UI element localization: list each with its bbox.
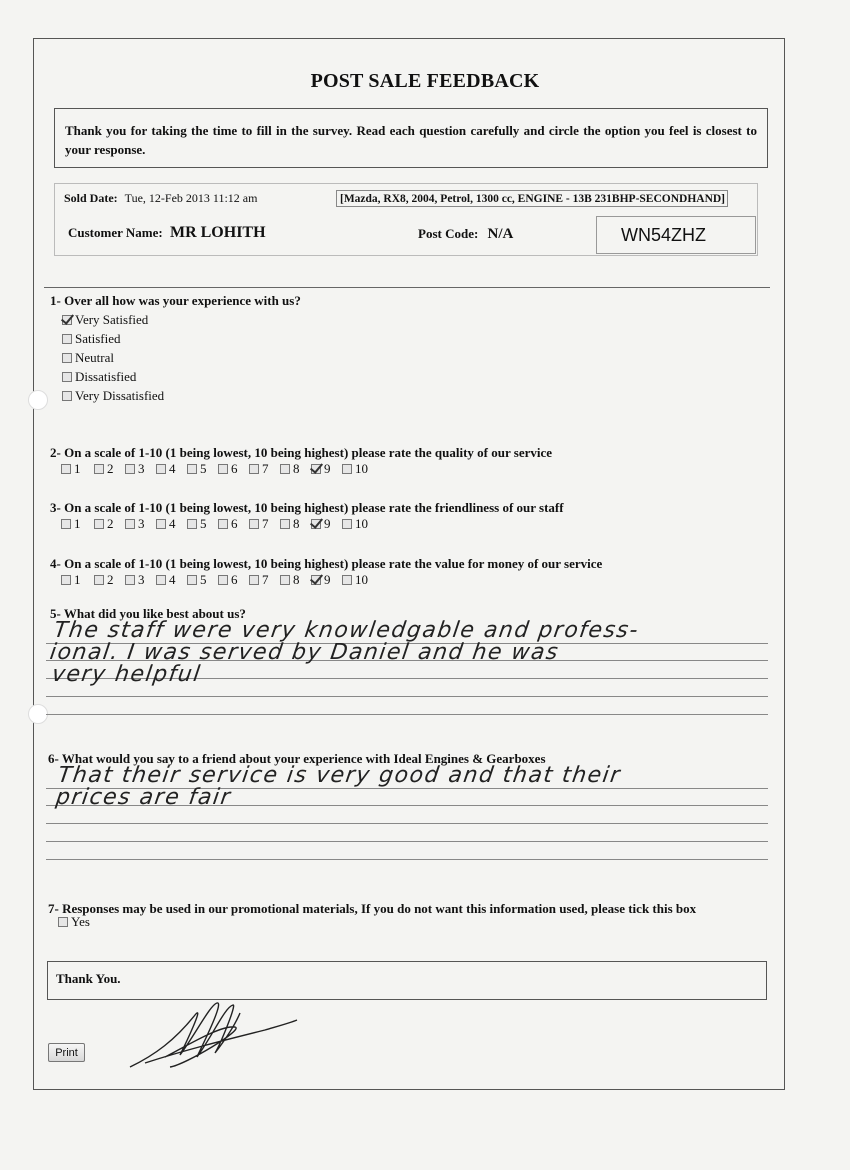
q4-option[interactable] <box>94 572 125 588</box>
option-label: 3 <box>138 461 145 476</box>
question-4: 4- On a scale of 1-10 (1 being lowest, 10 being highest) please rate the value for money of our service <box>50 556 603 571</box>
checkbox[interactable] <box>342 519 352 529</box>
handwritten-answer: ional. I was served by Daniel and he was <box>48 640 561 665</box>
option-label: 7 <box>262 461 269 476</box>
q2-option[interactable] <box>311 461 342 477</box>
handwritten-answer: very helpful <box>50 662 203 687</box>
answer-line <box>46 841 768 842</box>
q2-option[interactable] <box>218 461 249 477</box>
option-label: 4 <box>169 461 176 476</box>
option-label: 2 <box>107 572 114 587</box>
handwritten-answer: That their service is very good and that their <box>56 763 623 788</box>
q1-options <box>62 310 164 405</box>
checkbox[interactable] <box>280 464 290 474</box>
q4-option[interactable] <box>249 572 280 588</box>
customer-name <box>68 224 266 242</box>
question-7: 7- Responses may be used in our promotional materials, If you do not want this information used, please tick this box <box>48 901 697 916</box>
option-label: 6 <box>231 572 238 587</box>
checkbox[interactable] <box>218 519 228 529</box>
sold-date <box>64 191 257 206</box>
q2-option[interactable] <box>156 461 187 477</box>
q1-option-very-satisfied[interactable] <box>62 310 164 329</box>
divider <box>44 287 770 288</box>
checkbox[interactable] <box>125 519 135 529</box>
checkbox[interactable] <box>156 575 166 585</box>
option-label: 1 <box>74 572 81 587</box>
customer-name-value: MR LOHITH <box>169 224 266 241</box>
checkbox[interactable] <box>311 575 321 585</box>
vehicle-details: [Mazda, RX8, 2004, Petrol, 1300 cc, ENGINE - 13B 231BHP-SECONDHAND] <box>336 190 728 207</box>
option-label: 10 <box>355 461 368 476</box>
q3-option[interactable] <box>61 516 94 532</box>
checkbox[interactable] <box>280 519 290 529</box>
intro-text: Thank you for taking the time to fill in the survey. Read each question carefully and circle the option you feel is closest to your response. <box>54 108 768 168</box>
signature <box>125 995 305 1075</box>
option-label: 10 <box>355 516 368 531</box>
option-label: 9 <box>324 572 331 587</box>
q1-option-very-dissatisfied[interactable] <box>62 386 164 405</box>
q3-option[interactable] <box>218 516 249 532</box>
option-label: Yes <box>71 913 90 929</box>
option-label: 6 <box>231 461 238 476</box>
thank-you-box: Thank You. <box>47 961 767 1000</box>
option-label: 1 <box>74 461 81 476</box>
post-code <box>418 226 513 243</box>
checkbox[interactable] <box>311 519 321 529</box>
q7-option-yes[interactable] <box>58 912 90 931</box>
checkbox[interactable] <box>61 519 71 529</box>
checkbox[interactable] <box>125 575 135 585</box>
checkbox[interactable] <box>249 519 259 529</box>
q4-option[interactable] <box>218 572 249 588</box>
q3-scale <box>61 516 373 532</box>
question-5: 5- What did you like best about us? <box>50 606 246 621</box>
option-label: Very Satisfied <box>75 311 149 327</box>
answer-line <box>46 696 768 697</box>
checkbox[interactable] <box>187 464 197 474</box>
q2-option[interactable] <box>125 461 156 477</box>
handwritten-answer: prices are fair <box>54 785 233 810</box>
punch-hole <box>28 704 48 724</box>
q4-option[interactable] <box>61 572 94 588</box>
q1-option-satisfied[interactable] <box>62 329 164 348</box>
checkbox[interactable] <box>61 575 71 585</box>
option-label: 2 <box>107 461 114 476</box>
q4-option[interactable] <box>156 572 187 588</box>
q2-option[interactable] <box>61 461 94 477</box>
checkbox[interactable] <box>62 353 72 363</box>
q4-option[interactable] <box>342 572 373 588</box>
option-label: 5 <box>200 461 207 476</box>
option-label: 8 <box>293 516 300 531</box>
sold-date-label: Sold Date: <box>64 191 118 205</box>
q4-option[interactable] <box>125 572 156 588</box>
option-label: Neutral <box>75 349 114 365</box>
punch-hole <box>28 390 48 410</box>
handwritten-answer: The staff were very knowledgable and profess- <box>52 618 641 643</box>
post-code-value: N/A <box>487 226 514 242</box>
checkbox[interactable] <box>94 575 104 585</box>
answer-line <box>46 859 768 860</box>
post-code-label: Post Code: <box>418 226 479 241</box>
checkbox[interactable] <box>94 464 104 474</box>
checkbox[interactable] <box>187 519 197 529</box>
checkbox-checked[interactable] <box>62 315 72 325</box>
q3-option[interactable] <box>311 516 342 532</box>
checkbox[interactable] <box>218 575 228 585</box>
q4-scale <box>61 572 373 588</box>
q1-option-neutral[interactable] <box>62 348 164 367</box>
checkbox[interactable] <box>187 575 197 585</box>
q3-option[interactable] <box>342 516 373 532</box>
question-2: 2- On a scale of 1-10 (1 being lowest, 10 being highest) please rate the quality of our service <box>50 445 553 460</box>
option-label: 6 <box>231 516 238 531</box>
q4-option[interactable] <box>187 572 218 588</box>
q2-option[interactable] <box>249 461 280 477</box>
sold-date-value: Tue, 12-Feb 2013 11:12 am <box>124 191 258 205</box>
option-label: 5 <box>200 572 207 587</box>
question-6: 6- What would you say to a friend about your experience with Ideal Engines & Gearboxes <box>48 751 546 766</box>
option-label: Dissatisfied <box>75 368 137 384</box>
checkbox[interactable] <box>94 519 104 529</box>
option-label: 2 <box>107 516 114 531</box>
option-label: 7 <box>262 516 269 531</box>
q4-option[interactable] <box>280 572 311 588</box>
q2-option[interactable] <box>280 461 311 477</box>
checkbox[interactable] <box>249 575 259 585</box>
q4-option[interactable] <box>311 572 342 588</box>
option-label: 5 <box>200 516 207 531</box>
registration-field[interactable]: WN54ZHZ <box>596 216 756 254</box>
q1-option-dissatisfied[interactable] <box>62 367 164 386</box>
checkbox[interactable] <box>342 575 352 585</box>
option-label: 9 <box>324 461 331 476</box>
checkbox[interactable] <box>156 464 166 474</box>
q3-option[interactable] <box>125 516 156 532</box>
checkbox[interactable] <box>62 372 72 382</box>
option-label: Very Dissatisfied <box>75 387 165 403</box>
form-title: POST SALE FEEDBACK <box>310 70 540 92</box>
q2-scale <box>61 461 373 477</box>
print-button[interactable]: Print <box>48 1043 85 1062</box>
option-label: 10 <box>355 572 368 587</box>
option-label: 8 <box>293 461 300 476</box>
checkbox[interactable] <box>62 391 72 401</box>
checkbox[interactable] <box>58 917 68 927</box>
option-label: 3 <box>138 516 145 531</box>
q3-option[interactable] <box>187 516 218 532</box>
option-label: 7 <box>262 572 269 587</box>
option-label: 9 <box>324 516 331 531</box>
checkbox[interactable] <box>62 334 72 344</box>
question-3: 3- On a scale of 1-10 (1 being lowest, 10 being highest) please rate the friendliness of our staff <box>50 500 564 515</box>
checkbox[interactable] <box>156 519 166 529</box>
option-label: 1 <box>74 516 81 531</box>
answer-line <box>46 714 768 715</box>
checkbox[interactable] <box>311 464 321 474</box>
question-1: 1- Over all how was your experience with us? <box>50 293 301 308</box>
option-label: 4 <box>169 572 176 587</box>
checkbox[interactable] <box>218 464 228 474</box>
option-label: Satisfied <box>75 330 121 346</box>
q2-option[interactable] <box>187 461 218 477</box>
checkbox[interactable] <box>342 464 352 474</box>
answer-line <box>46 823 768 824</box>
checkbox[interactable] <box>280 575 290 585</box>
checkbox[interactable] <box>61 464 71 474</box>
customer-name-label: Customer Name: <box>68 225 163 240</box>
option-label: 3 <box>138 572 145 587</box>
option-label: 8 <box>293 572 300 587</box>
checkbox[interactable] <box>125 464 135 474</box>
q3-option[interactable] <box>280 516 311 532</box>
q3-option[interactable] <box>249 516 280 532</box>
q2-option[interactable] <box>94 461 125 477</box>
q6-answer-area[interactable] <box>46 765 768 865</box>
q5-answer-area[interactable] <box>46 620 768 720</box>
checkbox[interactable] <box>249 464 259 474</box>
q3-option[interactable] <box>94 516 125 532</box>
option-label: 4 <box>169 516 176 531</box>
q2-option[interactable] <box>342 461 373 477</box>
q3-option[interactable] <box>156 516 187 532</box>
